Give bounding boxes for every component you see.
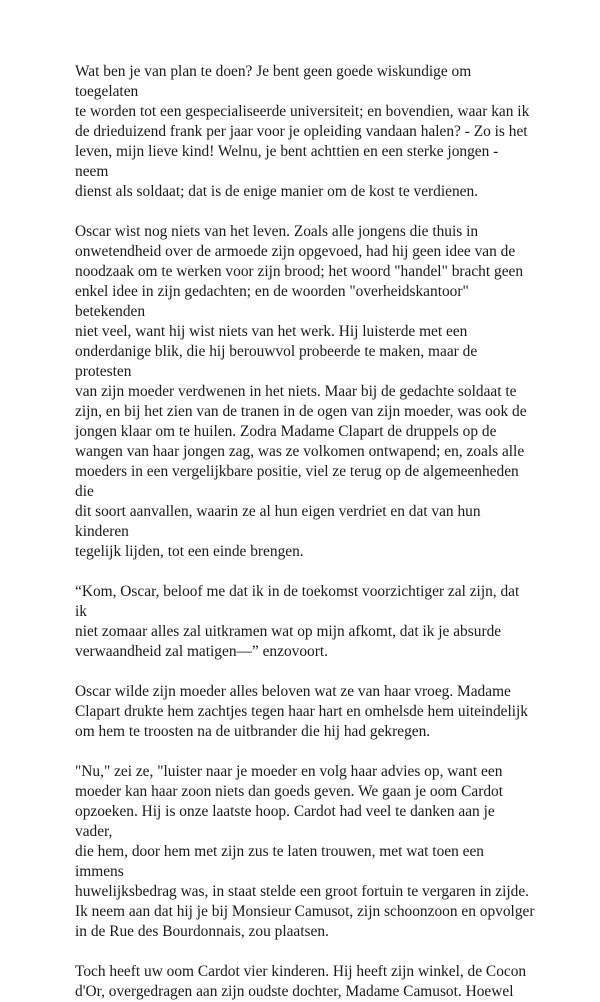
- paragraph-3: “Kom, Oscar, beloof me dat ik in de toekomst voorzichtiger zal zijn, dat ik niet zomaar alles zal uitkramen wat op mijn afkomt, dat ik je absurde verwaandheid zal matigen—” enzovoort.: [75, 583, 520, 660]
- paragraph-4: Oscar wilde zijn moeder alles beloven wat ze van haar vroeg. Madame Clapart drukte hem zachtjes tegen haar hart en omhelsde hem uiteindelijk om hem te troosten na de uitbrander die hij had gekregen.: [75, 683, 529, 740]
- paragraph-6: Toch heeft uw oom Cardot vier kinderen. Hij heeft zijn winkel, de Cocon d'Or, overgedragen aan zijn oudste dochter, Madame Camusot. Hoewel: [75, 963, 527, 1000]
- paragraph-1: Wat ben je van plan te doen? Je bent geen goede wiskundige om toegelaten te worden tot een gespecialiseerde universiteit; en bovendien, waar kan ik de drieduizend frank per jaar voor je opleiding vandaan halen? - Zo is het leven, mijn lieve kind! Welnu, je bent achttien en een sterke jongen - neem dienst als soldaat; dat is de enige manier om de kost te verdienen.: [75, 63, 530, 200]
- paragraph-2: Oscar wist nog niets van het leven. Zoals alle jongens die thuis in onwetendheid over de armoede zijn opgevoed, had hij geen idee van de noodzaak om te werken voor zijn brood; het woord "handel" bracht geen enkel idee in zijn gedachten; en de woorden "overheidskantoor" betekenden niet veel, want hij wist niets van het werk. Hij luisterde met een onderdanige blik, die hij berouwvol probeerde te maken, maar de protesten van zijn moeder verdwenen in het niets. Maar bij de gedachte soldaat te zijn, en bij het zien van de tranen in de ogen van zijn moeder, was ook de jongen klaar om te huilen. Zodra Madame Clapart de druppels op de wangen van haar jongen zag, was ze volkomen ontwapend; en, zoals alle moeders in een vergelijkbare positie, viel ze terug op de algemeenheden die dit soort aanvallen, waarin ze al hun eigen verdriet en dat van hun kinderen tegelijk lijden, tot een einde brengen.: [75, 223, 527, 560]
- text-column: [75, 62, 535, 1002]
- paragraph-5: "Nu," zei ze, "luister naar je moeder en volg haar advies op, want een moeder kan haar zoon niets dan goeds geven. We gaan je oom Cardot opzoeken. Hij is onze laatste hoop. Cardot had veel te danken aan je vader, die hem, door hem met zijn zus te laten trouwen, met wat toen een immens huwelijksbedrag was, in staat stelde een groot fortuin te vergaren in zijde. Ik neem aan dat hij je bij Monsieur Camusot, zijn schoonzoon en opvolger in de Rue des Bourdonnais, zou plaatsen.: [75, 763, 535, 940]
